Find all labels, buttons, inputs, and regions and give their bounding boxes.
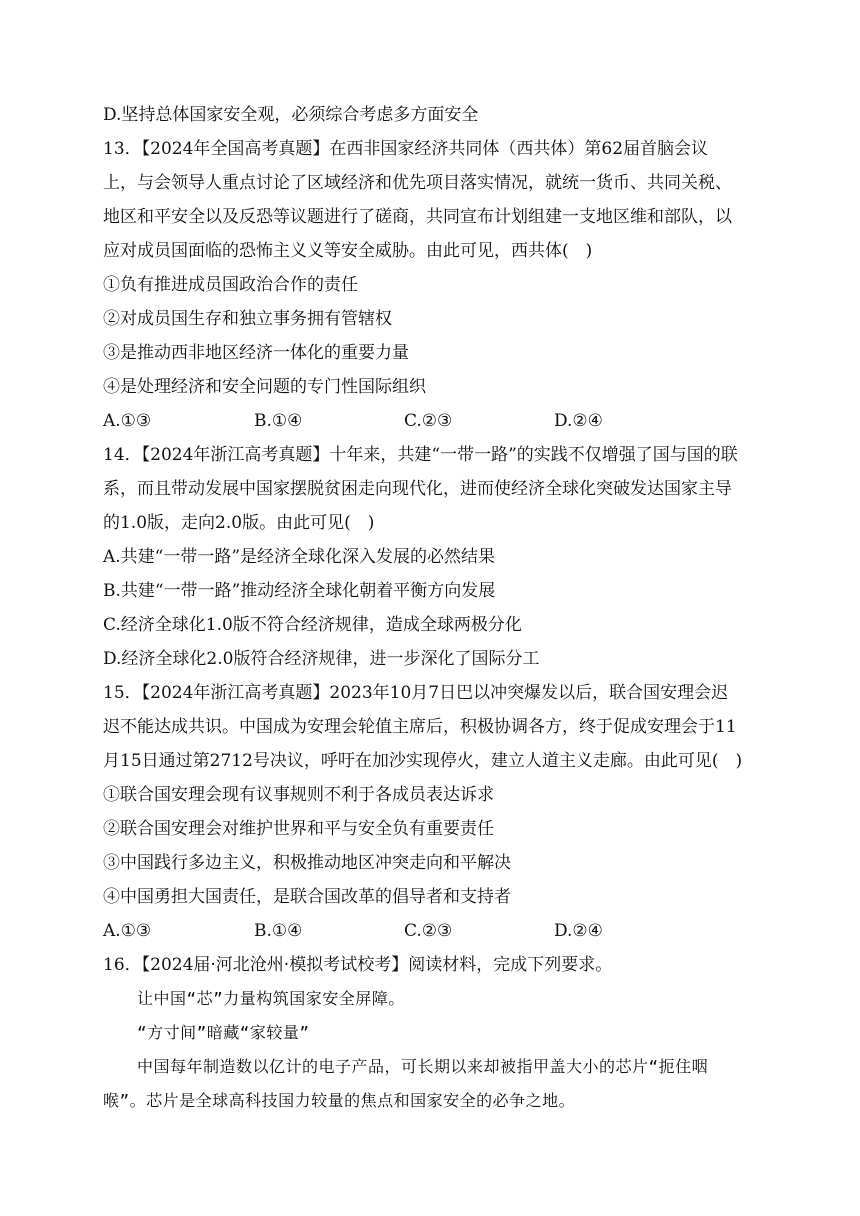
option-a-q15: A.①③	[103, 921, 152, 941]
statement-2: ②对成员国生存和独立事务拥有管辖权	[103, 309, 392, 329]
option-b-q15: B.①④	[254, 921, 303, 941]
question-13-stem-line: 上，与会领导人重点讨论了区域经济和优先项目落实情况，就统一货币、共同关税、	[103, 173, 732, 193]
option-a-q13: A.①③	[103, 411, 152, 431]
question-15-stem-line: 月15日通过第2712号决议，呼吁在加沙实现停火，建立人道主义走廊。由此可见( )	[103, 751, 743, 771]
option-b-q14: B.共建“一带一路”推动经济全球化朝着平衡方向发展	[103, 581, 496, 601]
question-14-stem-line: 系，而且带动发展中国家摆脱贫困走向现代化，进而使经济全球化突破发达国家主导	[103, 479, 732, 499]
statement-1: ①负有推进成员国政治合作的责任	[103, 275, 358, 295]
question-15-stem-line: 迟不能达成共识。中国成为安理会轮值主席后，积极协调各方，终于促成安理会于11	[103, 717, 737, 737]
statement-1: ①联合国安理会现有议事规则不利于各成员表达诉求	[103, 785, 494, 805]
option-c-q14: C.经济全球化1.0版不符合经济规律，造成全球两极分化	[103, 615, 522, 635]
question-14-stem-line: 的1.0版，走向2.0版。由此可见( )	[103, 513, 375, 533]
option-a-q14: A.共建“一带一路”是经济全球化深入发展的必然结果	[103, 547, 496, 567]
question-16-stem: 16．【2024届·河北沧州·模拟考试校考】阅读材料，完成下列要求。	[103, 955, 613, 975]
statement-2: ②联合国安理会对维护世界和平与安全负有重要责任	[103, 819, 494, 839]
statement-3: ③中国践行多边主义，积极推动地区冲突走向和平解决	[103, 853, 511, 873]
statement-4: ④是处理经济和安全问题的专门性国际组织	[103, 377, 426, 397]
question-14-stem: 14．【2024年浙江高考真题】十年来，共建“一带一路”的实践不仅增强了国与国的联	[103, 445, 738, 465]
material-subheading: “方寸间”暗藏“家较量”	[137, 1023, 310, 1042]
option-c-q13: C.②③	[404, 411, 453, 431]
material-paragraph-line: 喉”。芯片是全球高科技国力较量的焦点和国家安全的必争之地。	[103, 1091, 576, 1110]
statement-4: ④中国勇担大国责任，是联合国改革的倡导者和支持者	[103, 887, 511, 907]
question-13-stem-line: 地区和平安全以及反恐等议题进行了磋商，共同宣布计划组建一支地区维和部队，以	[103, 207, 732, 227]
option-d-q13: D.②④	[554, 411, 603, 431]
question-13-stem: 13．【2024年全国高考真题】在西非国家经济共同体（西共体）第62届首脑会议	[103, 139, 709, 159]
statement-3: ③是推动西非地区经济一体化的重要力量	[103, 343, 409, 363]
option-d-q12: D.坚持总体国家安全观，必须综合考虑多方面安全	[103, 105, 479, 125]
question-15-stem: 15．【2024年浙江高考真题】2023年10月7日巴以冲突爆发以后，联合国安理会迟	[103, 683, 729, 703]
material-title: 让中国“芯”力量构筑国家安全屏障。	[137, 989, 405, 1008]
option-b-q13: B.①④	[254, 411, 303, 431]
option-d-q14: D.经济全球化2.0版符合经济规律，进一步深化了国际分工	[103, 649, 540, 669]
material-paragraph: 中国每年制造数以亿计的电子产品，可长期以来却被指甲盖大小的芯片“扼住咽	[137, 1057, 709, 1076]
option-c-q15: C.②③	[404, 921, 453, 941]
question-13-stem-line: 应对成员国面临的恐怖主义义等安全威胁。由此可见，西共体( )	[103, 241, 593, 261]
option-d-q15: D.②④	[554, 921, 603, 941]
